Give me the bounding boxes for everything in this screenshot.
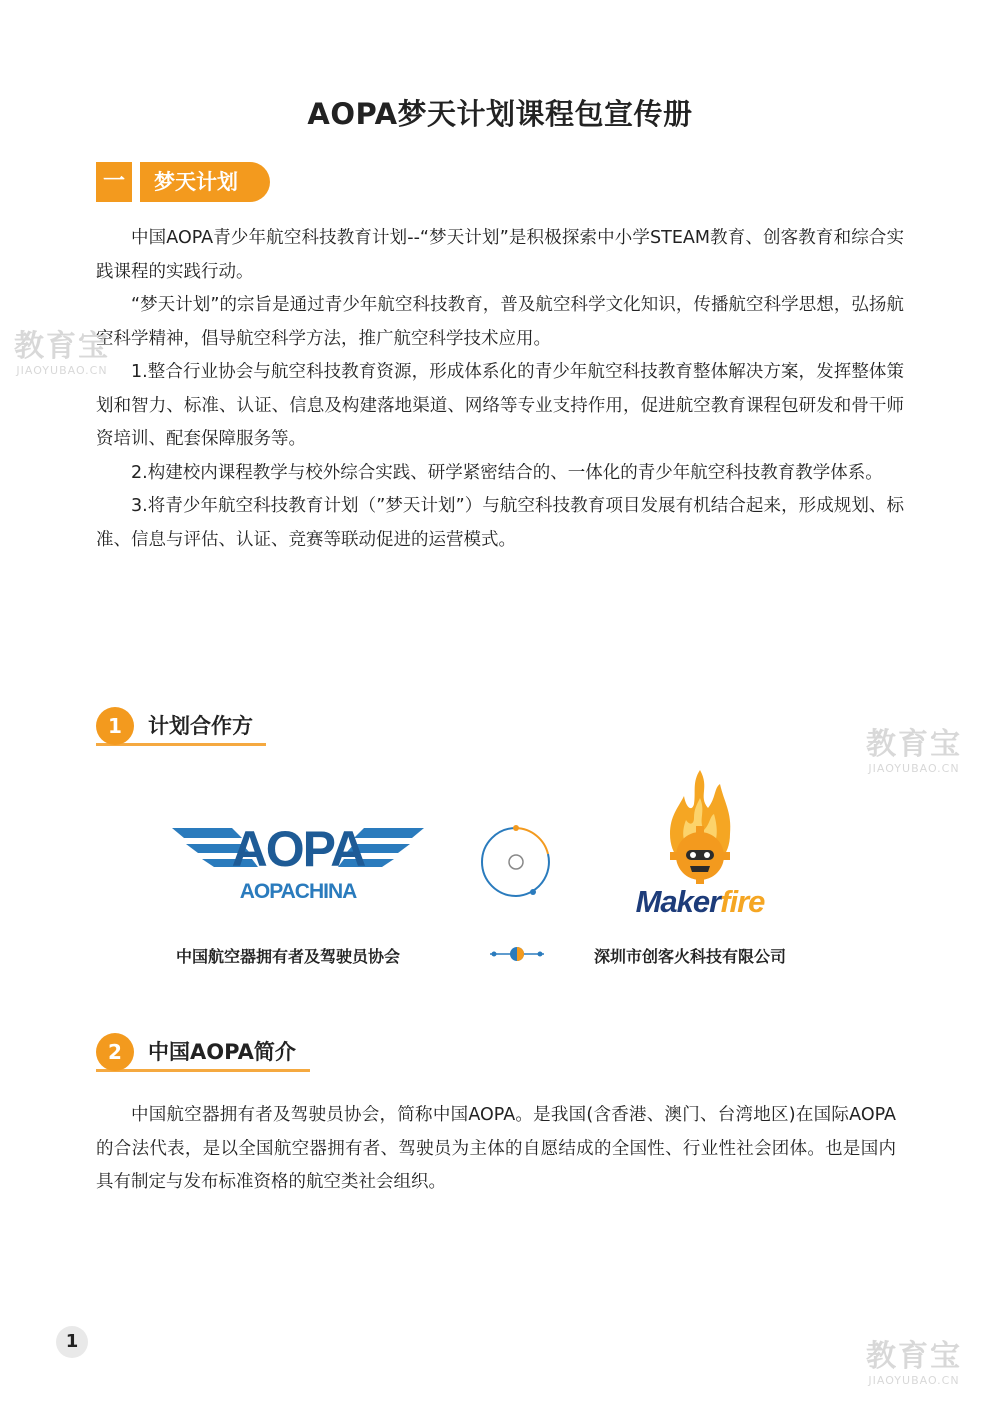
aopa-logo (172, 822, 424, 912)
aopa-sub-text: AOPACHINA (239, 880, 357, 903)
aopa-name: 中国航空器拥有者及驾驶员协会 (176, 947, 401, 966)
paragraph: 中国AOPA青少年航空科技教育计划--“梦天计划”是积极探索中小学STEAM教育、创客教育和综合实践课程的实践行动。 (96, 228, 904, 282)
section-label: 梦天计划 (140, 162, 270, 202)
orbit-connector-icon (478, 824, 554, 900)
watermark-subtext: JIAOYUBAO.CN (16, 364, 108, 377)
paragraph: 1.整合行业协会与航空科技教育资源，形成体系化的青少年航空科技教育整体解决方案，发挥整体策划和智力、标准、认证、信息及构建落地渠道、网络等专业支持作用，促进航空教育课程包研发和骨干师资培训、配套保障服务等。 (96, 362, 904, 449)
watermark-text: 教育宝 (14, 329, 110, 364)
flame-gear-icon (612, 768, 788, 888)
section2-body (96, 1099, 896, 1200)
watermark (866, 728, 962, 775)
subsection-number: 1 (96, 707, 134, 745)
makerfire-logo (612, 768, 788, 920)
watermark-subtext: JIAOYUBAO.CN (868, 762, 960, 775)
page-number: 1 (56, 1326, 88, 1358)
subsection-label: 计划合作方 (148, 714, 253, 738)
page-title: AOPA梦天计划课程包宣传册 (307, 97, 693, 131)
makerfire-wordmark-maker: Maker (635, 884, 721, 919)
section-number: 一 (96, 162, 132, 202)
makerfire-wordmark (612, 884, 788, 920)
subsection-number: 2 (96, 1033, 134, 1071)
aopa-logo-text: AOPA (231, 821, 365, 877)
paragraph: 3.将青少年航空科技教育计划（”梦天计划”）与航空科技教育项目发展有机结合起来，形成规划、标准、信息与评估、认证、竞赛等联动促进的运营模式。 (96, 496, 904, 550)
makerfire-name: 深圳市创客火科技有限公司 (594, 947, 787, 966)
watermark-text: 教育宝 (866, 727, 962, 762)
subsection-underline (96, 743, 266, 746)
section1-body (96, 222, 904, 557)
paragraph: 2.构建校内课程教学与校外综合实践、研学紧密结合的、一体化的青少年航空科技教育教学体系。 (131, 462, 883, 483)
watermark-subtext: JIAOYUBAO.CN (868, 1374, 960, 1387)
paragraph: “梦天计划”的宗旨是通过青少年航空科技教育，普及航空科学文化知识，传播航空科学思想，弘扬航空科学精神，倡导航空科学方法，推广航空科学技术应用。 (96, 295, 904, 349)
link-connector-icon (490, 945, 544, 963)
watermark (866, 1340, 962, 1387)
subsection-underline (96, 1069, 310, 1072)
paragraph: 中国航空器拥有者及驾驶员协会，简称中国AOPA。是我国(含香港、澳门、台湾地区)在国际AOPA的合法代表，是以全国航空器拥有者、驾驶员为主体的自愿结成的全国性、行业性社会团体。也是国内具有制定与发布标准资格的航空类社会组织。 (96, 1105, 896, 1192)
makerfire-wordmark-fire: fire (720, 884, 765, 919)
subsection-label: 中国AOPA简介 (148, 1040, 296, 1064)
watermark-text: 教育宝 (866, 1339, 962, 1374)
watermark (14, 330, 110, 377)
